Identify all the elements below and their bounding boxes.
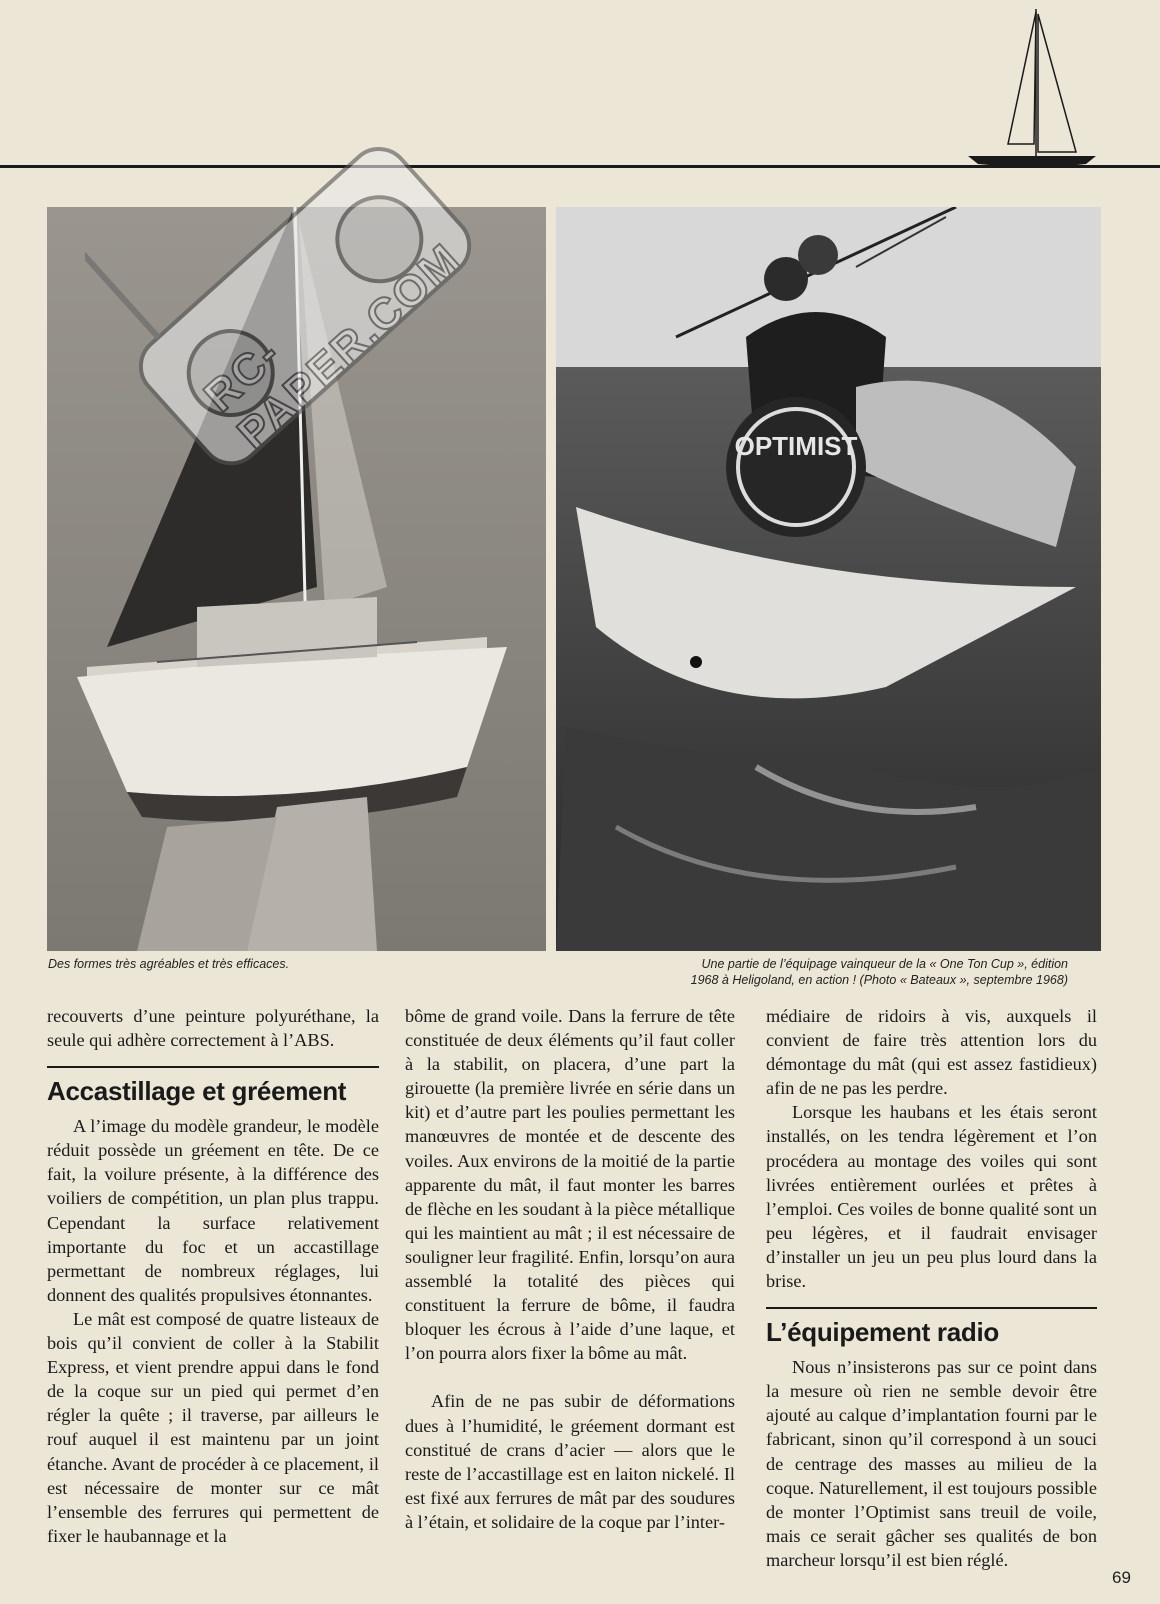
caption-right-line1: Une partie de l’équipage vainqueur de la « One Ton Cup », édition	[701, 957, 1068, 971]
paragraph: Lorsque les haubans et les étais seront installés, on les tendra légèrement et l’on procédera au montage des voiles qui sont livrées entièrement ourlées et prêtes à l’emploi. Ces voiles de bonne qualité sont un peu légères, et il faudrait envisager d’installer un jeu un peu plus lourd dans la brise.	[766, 1102, 1097, 1292]
paragraph-gap	[405, 1365, 735, 1389]
article-column-1	[47, 1004, 379, 1548]
page-number: 69	[1112, 1568, 1131, 1587]
rc-paper-watermark	[85, 85, 505, 505]
paragraph: recouverts d’une peinture polyuréthane, la seule qui adhère correctement à l’ABS.	[47, 1006, 379, 1051]
sailboat-logo-icon	[968, 4, 1108, 169]
paragraph: médiaire de ridoirs à vis, auxquels il convient de faire très attention lors du démontage du mât (qui est assez fastidieux) afin de ne pas les perdre.	[766, 1006, 1097, 1099]
watermark-text: RC-PAPER.COM	[195, 233, 471, 459]
article-column-3	[766, 1004, 1097, 1572]
section-heading-block	[766, 1307, 1097, 1349]
section-heading-accastillage: Accastillage et gréement	[47, 1076, 347, 1107]
paragraph: Le mât est composé de quatre listeaux de bois qu’il convient de coller à la Stabilit Express, et vient prendre appui dans le fond de la coque sur un pied qui permet d’en régler la quête ; il traverse, par ailleurs le rouf auquel il est maintenu par un joint étanche. Avant de procéder à ce placement, il est nécessaire de monter sur ce mât l’ensemble des ferrures qui permettent de fixer le haubannage et la	[47, 1308, 379, 1546]
caption-left: Des formes très agréables et très efficaces.	[48, 957, 290, 971]
section-heading-radio: L’équipement radio	[766, 1317, 999, 1348]
caption-right-line2: 1968 à Heligoland, en action ! (Photo « Bateaux », septembre 1968)	[690, 973, 1068, 987]
paragraph: bôme de grand voile. Dans la ferrure de tête constituée de deux éléments qu’il faut coller à la stabilit, on placera, d’une part la girouette (la première livrée en série dans un kit) et d’autre part les poulies permettant les manœuvres de montée et de descente des voiles. Aux environs de la moitié de la partie apparente du mât, il faut monter les barres de flèche en les soudant à la pièce métallique qui les maintient au mât ; il est nécessaire de souligner leur fragilité. Enfin, lorsqu’on aura assemblé la totalité des pièces qui constituent la ferrure de bôme, il faudra bloquer les écrous à l’aide d’une laque, et l’on pourra alors fixer la bôme au mât.	[405, 1006, 735, 1364]
paragraph: Afin de ne pas subir de déformations dues à l’humidité, le gréement dormant est constitué de crans d’acier — alors que le reste de l’accastillage est en laiton nickelé. Il est fixé aux ferrures de mât par des soudures à l’étain, et solidaire de la coque par l’inter-	[405, 1391, 735, 1532]
paragraph: A l’image du modèle grandeur, le modèle réduit possède un gréement en tête. De ce fait, la voilure présente, à la différence des voiliers de compétition, un plan plus trappu. Cependant la surface relativement importante du foc et un accastillage permettant de nombreux réglages, lui donnent des qualités propulsives étonnantes.	[47, 1116, 379, 1305]
article-column-2	[405, 1004, 735, 1534]
paragraph: Nous n’insisterons pas sur ce point dans la mesure où rien ne semble devoir être ajouté au calque d’implantation fourni par le fabricant, sinon qu’il correspond à un souci de centrage des masses au milieu de la coque. Naturellement, il est toujours possible de monter l’Optimist sans treuil de voile, mais ce serait gâcher ses qualités de bon marcheur lorsqu’il est bien réglé.	[766, 1357, 1097, 1570]
photo-optimist-crew	[556, 207, 1101, 951]
section-heading-block	[47, 1066, 379, 1108]
caption-right	[560, 956, 1068, 988]
optimist-lifebuoy-label: OPTIMIST	[734, 431, 858, 461]
